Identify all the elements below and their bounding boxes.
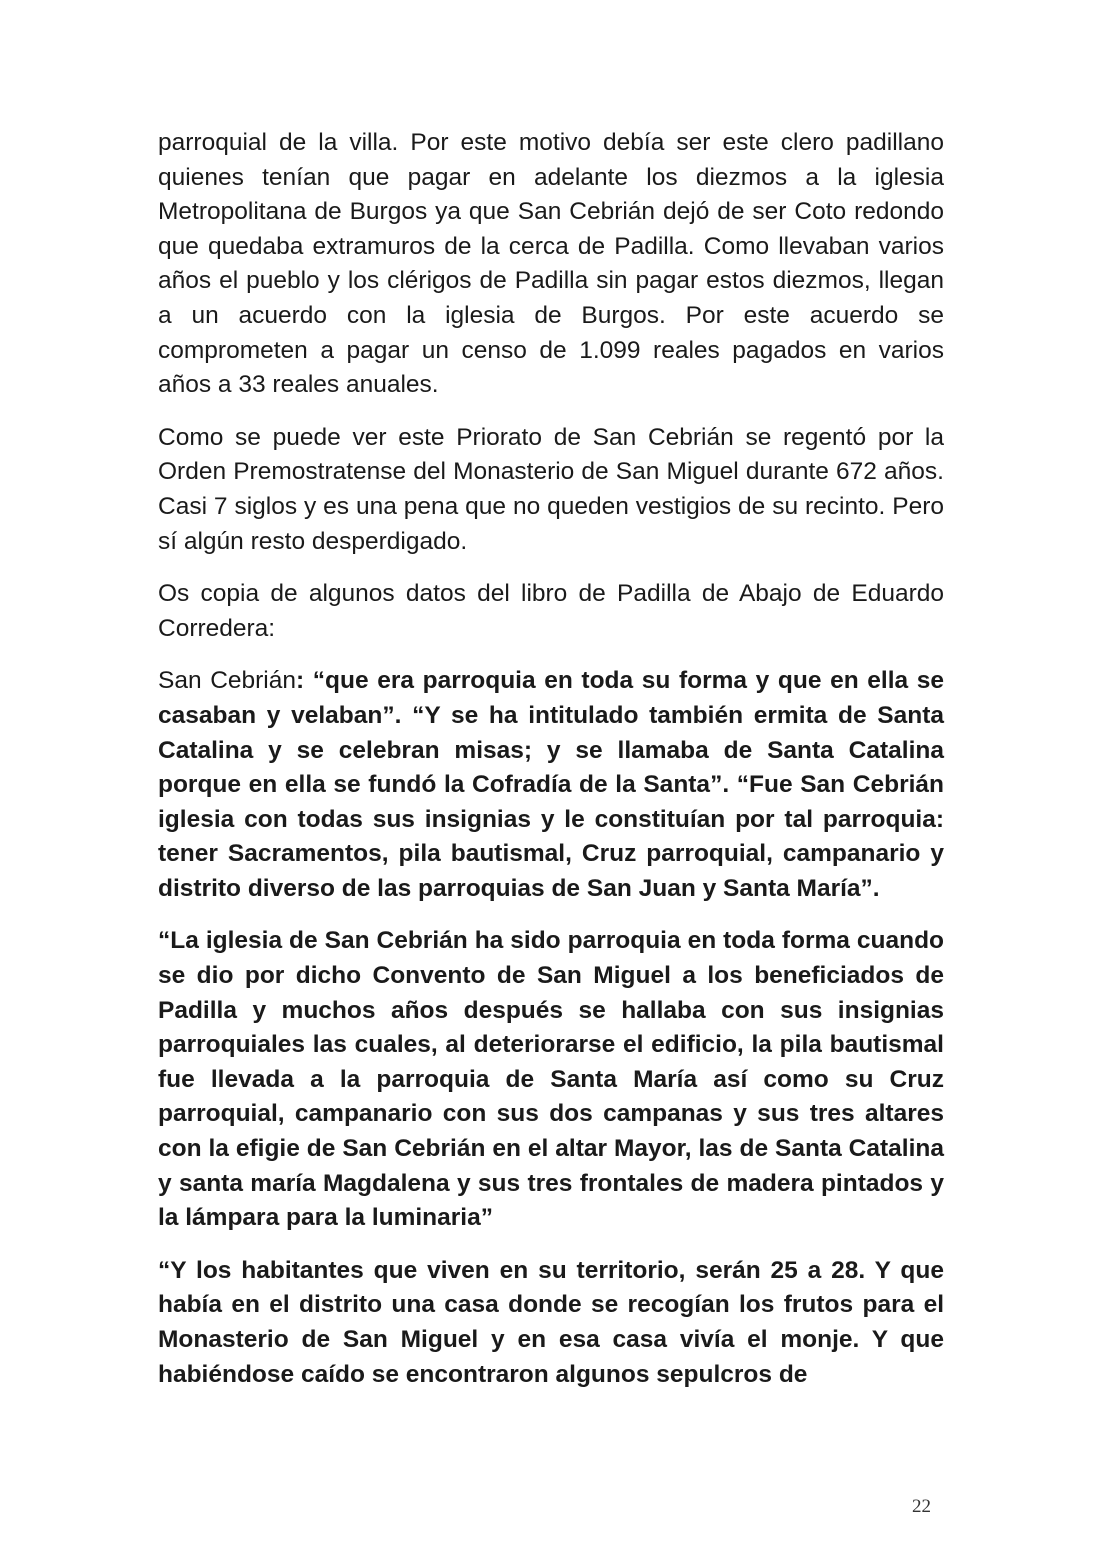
quote-iglesia: “La iglesia de San Cebrián ha sido parroquia en toda forma cuando se dio por dicho Convento de San Miguel a los beneficiados de Padilla y muchos años después se hallaba con sus insignias parroquiales las cuales, al deteriorarse el edificio, la pila bautismal fue llevada a la parroquia de Santa María así como su Cruz parroquial, campanario con sus dos campanas y sus tres altares con la efigie de San Cebrián en el altar Mayor, las de Santa Catalina y santa maría Magdalena y sus tres frontales de madera pintados y la lámpara para la luminaria” bbox=[158, 927, 944, 1232]
paragraph-source: Os copia de algunos datos del libro de Padilla de Abajo de Eduardo Corredera: bbox=[158, 580, 944, 642]
quote-intro-text: : “que era parroquia en toda su forma y que en ella se casaban y velaban”. “Y se ha intitulado también ermita de Santa Catalina y se celebran misas; y se llamaba de Santa Catalina porque en ella se fundó la Cofradía de la Santa”. “Fue San Cebrián iglesia con todas sus insignias y le constituían por tal parroquia: tener Sacramentos, pila bautismal, Cruz parroquial, campanario y distrito diverso de las parroquias de San Juan y Santa María”. bbox=[158, 667, 945, 902]
paragraph-priorato: Como se puede ver este Priorato de San Cebrián se regentó por la Orden Premostratense del Monasterio de San Miguel durante 672 años. Casi 7 siglos y es una pena que no queden vestigios de su recinto. Pero sí algún resto desperdigado. bbox=[158, 423, 944, 555]
document-body bbox=[158, 126, 944, 1410]
quote-san-cebrian bbox=[158, 664, 944, 906]
page-number: 22 bbox=[912, 1496, 931, 1517]
quote-intro-label: San Cebrián bbox=[158, 667, 297, 695]
paragraph-tithes: parroquial de la villa. Por este motivo debía ser este clero padillano quienes tenían que pagar en adelante los diezmos a la iglesia Metropolitana de Burgos ya que San Cebrián dejó de ser Coto redondo que quedaba extramuros de la cerca de Padilla. Como llevaban varios años el pueblo y los clérigos de Padilla sin pagar estos diezmos, llegan a un acuerdo con la iglesia de Burgos. Por este acuerdo se comprometen a pagar un censo de 1.099 reales pagados en varios años a 33 reales anuales. bbox=[158, 129, 944, 399]
quote-habitantes: “Y los habitantes que viven en su territorio, serán 25 a 28. Y que había en el distrito una casa donde se recogían los frutos para el Monasterio de San Miguel y en esa casa vivía el monje. Y que habiéndose caído se encontraron algunos sepulcros de bbox=[158, 1256, 944, 1388]
